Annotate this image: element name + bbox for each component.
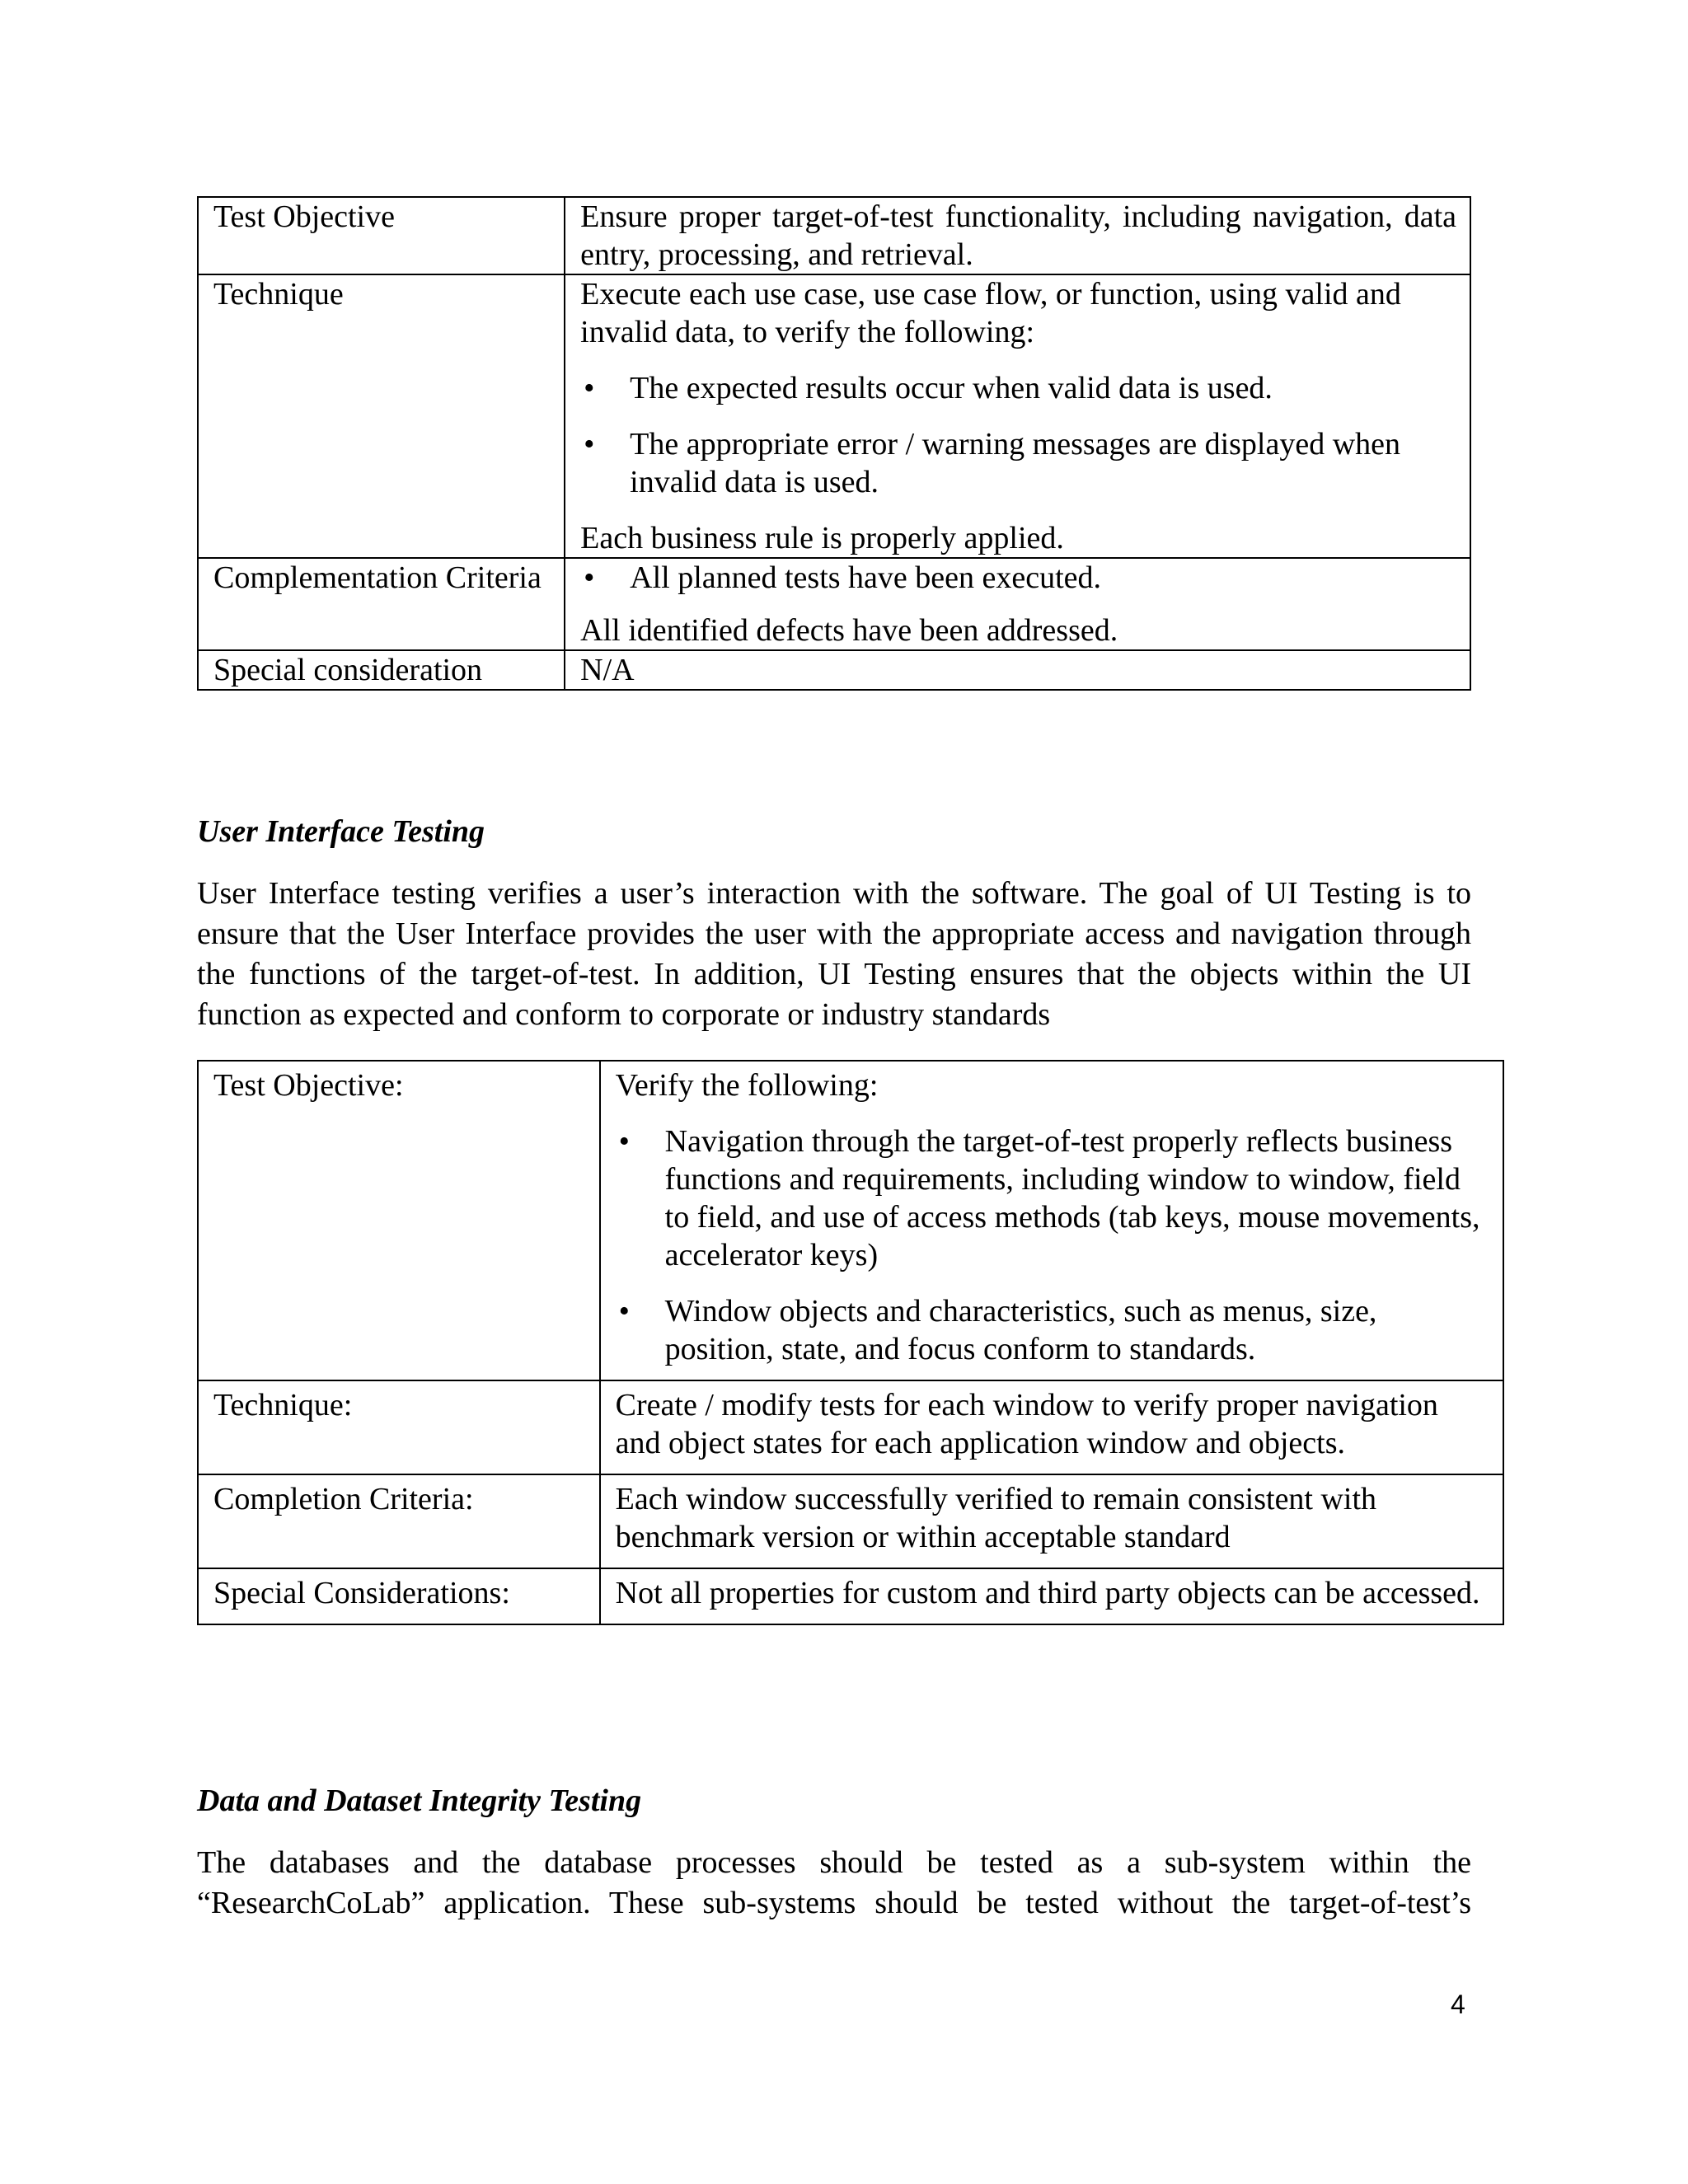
table-row: [198, 1380, 1503, 1474]
bullet-list: [580, 559, 1456, 597]
row-value: Create / modify tests for each window to verify proper navigation and object states for each application window and objects.: [600, 1380, 1503, 1474]
table-row: [198, 274, 1470, 558]
row-value: Each window successfully verified to remain consistent with benchmark version or within acceptable standard: [600, 1474, 1503, 1568]
section-heading: User Interface Testing: [197, 814, 485, 849]
list-item: [616, 1292, 1489, 1368]
row-label: Test Objective:: [198, 1061, 600, 1380]
list-item-text: All planned tests have been executed.: [630, 560, 1102, 595]
list-item: [580, 369, 1456, 407]
row-label: Completion Criteria:: [198, 1474, 600, 1568]
table-row: [198, 1061, 1503, 1380]
ui-test-table: [197, 1060, 1504, 1625]
cell-note: All identified defects have been addressed.: [580, 613, 1118, 648]
row-value: [565, 558, 1470, 650]
list-item-text: Navigation through the target-of-test properly reflects business functions and requirements, including window to window, field to field, and use of access methods (tab keys, mouse movements, accelerator keys): [664, 1124, 1480, 1272]
row-value: N/A: [565, 650, 1470, 690]
table-row: [198, 1474, 1503, 1568]
bullet-icon: •: [584, 427, 595, 462]
row-label: Technique: [198, 274, 565, 558]
table-row: [198, 558, 1470, 650]
bullet-icon: •: [618, 1294, 630, 1329]
cell-intro: Verify the following:: [615, 1068, 879, 1103]
row-label: Special consideration: [198, 650, 565, 690]
list-item: [580, 425, 1456, 501]
row-value: Not all properties for custom and third party objects can be accessed.: [600, 1568, 1503, 1624]
cell-intro: Execute each use case, use case flow, or function, using valid and invalid data, to verify the following:: [580, 277, 1401, 349]
list-item: [580, 559, 1456, 597]
row-label: Special Considerations:: [198, 1568, 600, 1624]
page-number: 4: [1451, 1990, 1465, 2019]
list-item-text: Window objects and characteristics, such as menus, size, position, state, and focus conform to standards.: [664, 1294, 1377, 1366]
row-value: Ensure proper target-of-test functionality, including navigation, data entry, processing, and retrieval.: [565, 197, 1470, 274]
row-value: [600, 1061, 1503, 1380]
table-row: [198, 1568, 1503, 1624]
cell-note: Each business rule is properly applied.: [580, 521, 1064, 555]
list-item-text: The appropriate error / warning messages are displayed when invalid data is used.: [630, 427, 1401, 499]
row-value: [565, 274, 1470, 558]
table-row: [198, 197, 1470, 274]
table-row: [198, 650, 1470, 690]
row-label: Test Objective: [198, 197, 565, 274]
row-label: Complementation Criteria: [198, 558, 565, 650]
section-paragraph: User Interface testing verifies a user’s interaction with the software. The goal of UI Testing is to ensure that the User Interface provides the user with the appropriate access and navigation through the functions of the target-of-test. In addition, UI Testing ensures that the objects within the UI function as expected and conform to corporate or industry standards: [197, 876, 1471, 1032]
row-label: Technique:: [198, 1380, 600, 1474]
bullet-list: [580, 369, 1456, 501]
bullet-icon: •: [618, 1124, 630, 1159]
list-item: [616, 1122, 1489, 1274]
bullet-icon: •: [584, 560, 595, 595]
bullet-list: [616, 1122, 1489, 1368]
functional-test-table: [197, 196, 1471, 691]
list-item-text: The expected results occur when valid data is used.: [630, 371, 1273, 405]
section-heading: Data and Dataset Integrity Testing: [197, 1783, 642, 1818]
section-paragraph: The databases and the database processes should be tested as a sub-system within the “ResearchCoLab” application. These sub-systems should be tested without the target-of-test’s: [197, 1845, 1471, 1920]
bullet-icon: •: [584, 371, 595, 405]
